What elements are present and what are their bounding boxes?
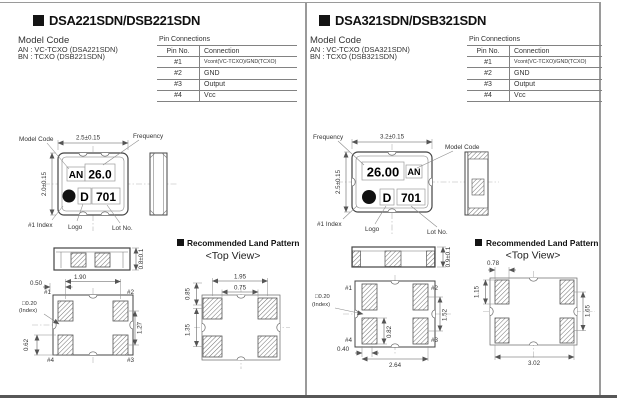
index-mark-label: (Index) [19, 308, 38, 314]
pin-no: #2 [467, 68, 510, 78]
page-title: DSA221SDN/DSB221SDN [49, 13, 201, 28]
land-pattern-subtitle: <Top View> [205, 250, 261, 262]
table-row [157, 91, 297, 102]
pad-3 [413, 318, 428, 344]
pad-3 [113, 335, 128, 355]
land-pattern-title: Recommended Land Pattern [486, 238, 599, 248]
model-code-line-bn: BN : TCXO (DSB321SDN) [310, 52, 397, 61]
label-model-code: Model Code [19, 136, 54, 143]
pin-no: #4 [467, 91, 510, 101]
package-bottom-view [312, 275, 451, 369]
pad-4 [362, 318, 377, 344]
dim-land-pad: 0.85 [184, 287, 192, 301]
col-header-connection: Connection [514, 47, 550, 55]
col-header-pin-no: Pin No. [157, 46, 200, 56]
pin-conn: Output [204, 81, 226, 89]
model-code-line-an: AN : VC-TCXO (DSA221SDN) [18, 45, 118, 54]
pin-label-1: #1 [44, 289, 52, 296]
land-pattern [474, 238, 599, 367]
dim-land-pitch: 1.35 [184, 323, 192, 337]
label-logo: Logo [365, 226, 380, 233]
dim-body-height: 2.5±0.15 [335, 169, 342, 195]
pin-label-1: #1 [345, 285, 353, 292]
col-header-connection: Connection [204, 47, 240, 55]
package-front-view [352, 246, 452, 267]
label-index: #1 Index [28, 222, 53, 229]
table-header-row [467, 46, 602, 57]
col-header-pin-no: Pin No. [467, 46, 510, 56]
index-mark-size: □0.20 [22, 301, 37, 307]
table-row [467, 68, 602, 79]
package-top-view [19, 133, 178, 232]
pin-no: #1 [157, 57, 200, 67]
model-code-line-an: AN : VC-TCXO (DSA321SDN) [310, 45, 410, 54]
pin-no: #2 [157, 68, 200, 78]
marking-logo: D [382, 191, 392, 205]
dim-body-height: 2.0±0.15 [41, 171, 48, 197]
dim-span: 2.64 [388, 362, 402, 369]
land-pad [203, 298, 222, 319]
dim-land-inner: 0.75 [233, 284, 247, 292]
pin-connections-title: Pin Connections [469, 36, 520, 43]
package-side-view [150, 153, 167, 215]
pin-conn: Output [514, 81, 536, 89]
marking-lot: 701 [400, 191, 422, 205]
logo-dot-icon [362, 190, 376, 204]
pin-conn: Vcont(VC-TCXO)/GND(TCXO) [204, 59, 277, 66]
dim-body-width: 3.2±0.15 [379, 133, 405, 141]
pin-no: #3 [157, 80, 200, 90]
top-rule [0, 2, 601, 3]
pad [71, 253, 86, 267]
pin-conn: Vcc [514, 92, 526, 100]
dim-land-span: 3.02 [527, 360, 541, 367]
model-code-heading: Model Code [18, 35, 70, 46]
label-frequency: Frequency [313, 134, 344, 141]
table-row [157, 80, 297, 91]
table-row [467, 91, 602, 102]
table-row [157, 57, 297, 68]
pin-label-2: #2 [127, 289, 135, 296]
model-code-line-bn: BN : TCXO (DSB221SDN) [18, 52, 105, 61]
land-pattern-title: Recommended Land Pattern [187, 238, 300, 248]
land-pad [560, 318, 574, 343]
dim-pad-pitch-y: 1.27 [136, 321, 144, 335]
land-pad [258, 298, 277, 319]
section-marker-icon [33, 15, 44, 26]
page-title: DSA321SDN/DSB321SDN [335, 13, 487, 28]
dim-pad-height: 0.62 [23, 338, 30, 352]
dim-thickness: 0.8±0.1 [138, 248, 145, 270]
section-marker-icon [475, 239, 482, 246]
pin-no: #1 [467, 57, 510, 67]
dim-pad-width: 0.50 [29, 280, 43, 287]
pad [427, 251, 435, 267]
land-pad [203, 336, 222, 357]
index-mark-size: □0.20 [315, 294, 330, 300]
pad-1 [362, 284, 377, 310]
table-row [157, 68, 297, 79]
pad [95, 253, 110, 267]
label-lot: Lot No. [427, 229, 448, 236]
pin-label-3: #3 [431, 337, 439, 344]
land-pad [258, 336, 277, 357]
dim-body-width: 2.5±0.15 [75, 134, 101, 142]
marking-frequency: 26.00 [366, 164, 400, 180]
model-code-heading: Model Code [310, 35, 362, 46]
marking-lot: 701 [95, 190, 117, 204]
marking-logo: D [80, 190, 89, 204]
dim-pad-pitch-x: 1.90 [73, 274, 87, 281]
pad [353, 251, 361, 267]
pad-2 [413, 284, 428, 310]
dim-pad-offset: 0.40 [336, 346, 350, 353]
pin-no: #4 [157, 91, 200, 101]
land-pattern [177, 238, 300, 369]
pin-conn: GND [204, 69, 220, 77]
pad-2 [113, 301, 128, 321]
pin-conn: GND [514, 69, 530, 77]
dim-thickness: 0.9±0.1 [445, 246, 452, 268]
table-row [467, 57, 602, 68]
pin-label-3: #3 [127, 357, 135, 364]
dim-land-pitch-y: 1.65 [584, 304, 592, 318]
package-top-view [313, 134, 499, 237]
marking-model-code: AN [407, 167, 421, 177]
pin-connections-title: Pin Connections [159, 36, 210, 43]
label-lot: Lot No. [112, 225, 133, 232]
land-pad [495, 318, 509, 343]
dim-land-pad-height: 1.15 [473, 285, 481, 299]
pad [385, 251, 401, 267]
section-marker-icon [319, 15, 330, 26]
marking-frequency: 26.0 [88, 167, 112, 182]
package-bottom-view [19, 274, 144, 364]
label-logo: Logo [68, 224, 83, 231]
pin-conn: Vcc [204, 92, 216, 100]
pin-label-4: #4 [47, 357, 55, 364]
label-frequency: Frequency [133, 133, 164, 140]
label-index: #1 Index [317, 221, 342, 228]
table-header-row [157, 46, 297, 57]
package-drawing-right [307, 120, 605, 400]
land-pattern-subtitle: <Top View> [505, 249, 561, 262]
pin-conn: Vcont(VC-TCXO)/GND(TCXO) [514, 59, 587, 66]
label-model-code: Model Code [445, 144, 480, 151]
pin-label-2: #2 [431, 285, 439, 292]
index-mark-label: (Index) [312, 302, 331, 308]
dim-land-span: 1.95 [233, 273, 247, 281]
land-pad [560, 280, 574, 304]
pin-connections-table [157, 36, 297, 102]
package-front-view [54, 248, 145, 270]
dim-pad: 0.82 [386, 325, 393, 339]
marking-model-code: AN [68, 170, 84, 181]
pin-label-4: #4 [345, 337, 353, 344]
dim-land-pad-width: 0.78 [486, 260, 500, 267]
pad-4 [58, 335, 73, 355]
pad-1 [58, 301, 73, 321]
table-row [467, 80, 602, 91]
logo-dot-icon [63, 190, 76, 203]
pin-no: #3 [467, 80, 510, 90]
dim-pad-pitch-y: 1.52 [441, 308, 449, 322]
land-pad [495, 280, 509, 304]
section-marker-icon [177, 239, 184, 246]
package-drawing-left [0, 120, 305, 400]
pin-connections-table [467, 36, 602, 102]
